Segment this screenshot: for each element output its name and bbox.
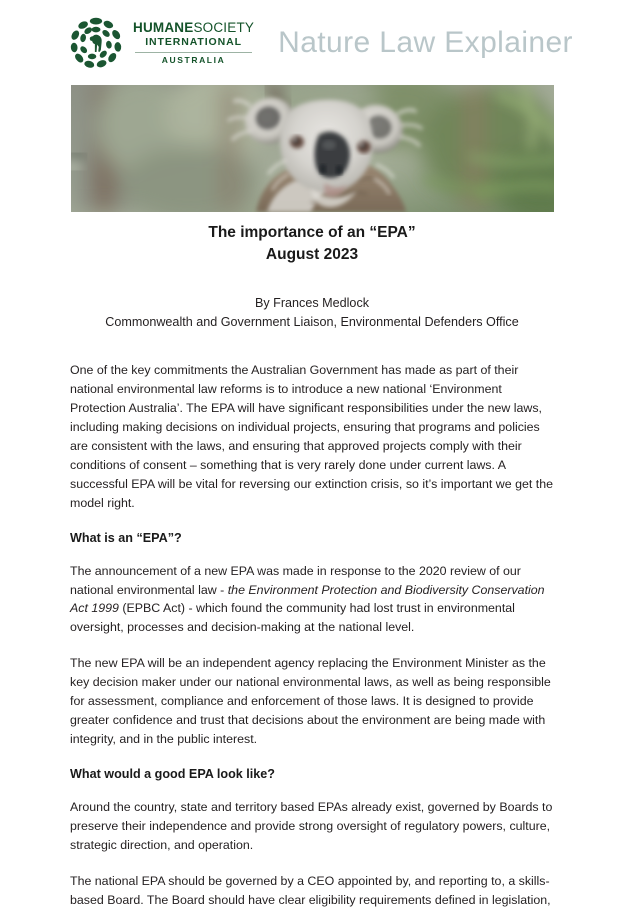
page-title [70,222,554,266]
logo-word-humane: HUMANE [133,19,194,35]
hsi-logo [68,15,254,71]
logo-line-australia: AUSTRALIA [161,54,226,65]
paragraph-state-epas: Around the country, state and territory based EPAs already exist, governed by Boards to preserve their independence and provide strong oversight of regulatory powers, culture, strategic direction, and operation. [70,800,553,853]
paragraph-ceo-board: The national EPA should be governed by a CEO appointed by, and reporting to, a skills-based Board. The Board should have clear eligibility requirements defined in legislation, [70,874,551,908]
animal-circle-logo-icon [68,15,124,71]
paragraph-announcement-part1: The announcement of a new EPA was made in response to the 2020 review of our national environmental law - [70,563,521,597]
page-title-line2: August 2023 [265,246,359,263]
epbc-act-citation: the Environment Protection and Biodiversity Conservation Act 1999 [70,582,545,616]
page-title-line1: The importance of an “EPA” [208,224,416,241]
brand-title: Nature Law Explainer [278,25,573,59]
document-body [70,222,554,910]
logo-line-international: INTERNATIONAL [145,36,242,49]
logo-divider [135,52,252,53]
paragraph-independent-agency: The new EPA will be an independent agency replacing the Environment Minister as the key decision maker under our national environmental laws, as well as being responsible for assessment, compliance and enforcement of those laws. It is designed to provide greater confidence and trust that decisions about the environment are being made with integrity, and in the public interest. [70,656,551,747]
byline-author: By Frances Medlock [254,296,370,310]
paragraph-intro: One of the key commitments the Australian Government has made as part of their national environmental law reforms is to introduce a new national ‘Environment Protection Australia’. The EPA will have significant responsibilities under the new laws, including making decisions on individual projects, ensuring that programs and policies are consistent with the laws, and ensuring that approved projects comply with their conditions of consent – something that is very rarely done under current laws. A successful EPA will be vital for reversing our extinction crisis, so it’s important we get the model right. [70,362,553,510]
paragraph-announcement-part2: (EPBC Act) - which found the community had lost trust in environmental oversight, processes and decision-making at the national level. [70,601,515,635]
byline-role: Commonwealth and Government Liaison, Environmental Defenders Office [105,314,519,329]
koala-photo [71,85,554,212]
page-header [0,0,624,85]
logo-word-society: SOCIETY [193,19,255,35]
paragraph-announcement [70,562,554,638]
hsi-logo-wordmark [133,21,254,65]
section-heading-what-is-an-epa: What is an “EPA”? [70,530,182,545]
section-heading-good-epa: What would a good EPA look like? [70,767,275,782]
logo-line-humane-society [133,21,254,35]
byline [70,294,554,332]
